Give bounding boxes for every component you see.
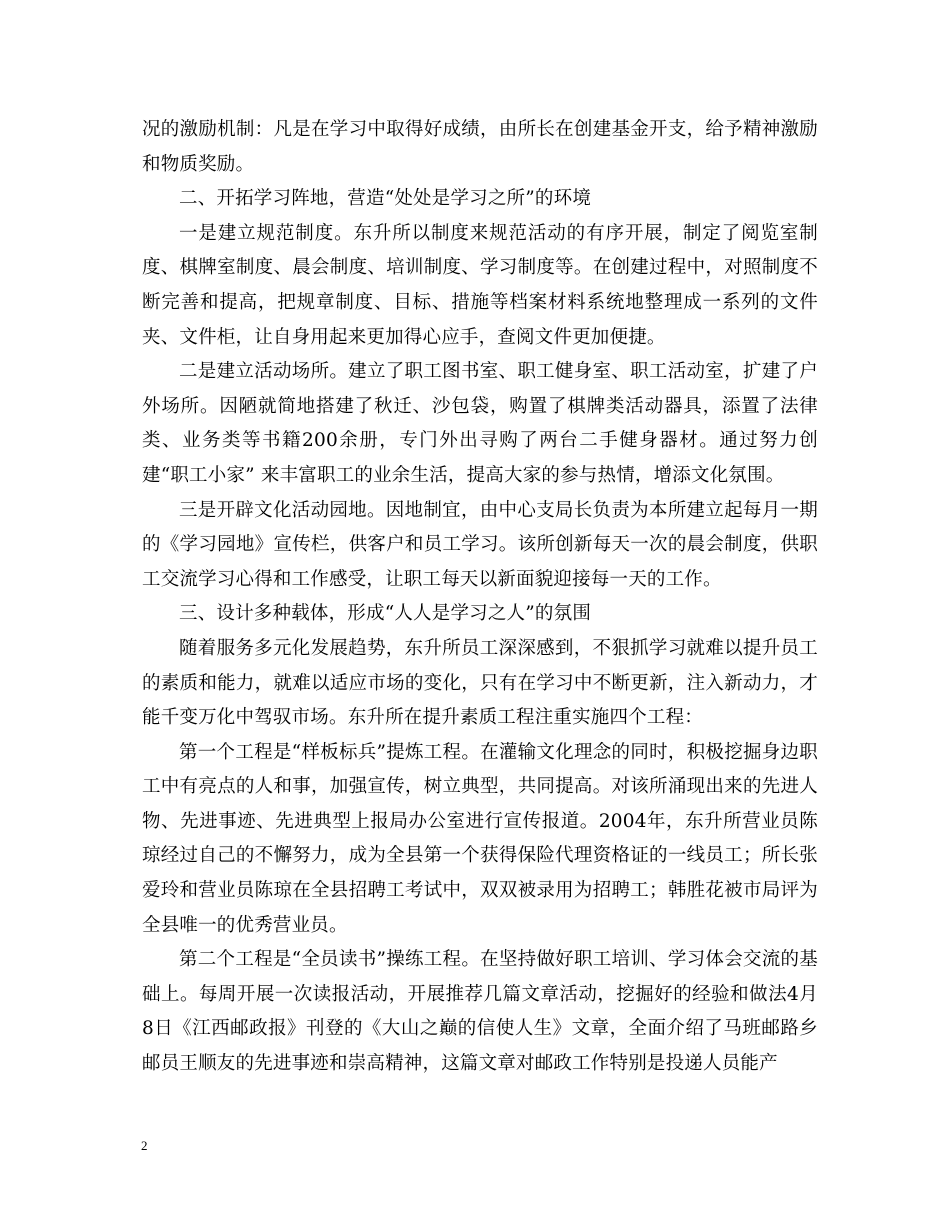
paragraph-7: 随着服务多元化发展趋势，东升所员工深深感到，不狠抓学习就难以提升员工的素质和能力，就难以适应市场的变化，只有在学习中不断更新，注入新动力，才能千变万化中驾驭市场。东升所在提升素质工程注重实施四个工程：: [142, 637, 818, 729]
paragraph-5: 三是开辟文化活动园地。因地制宜，由中心支局长负责为本所建立起每月一期的《学习园地》宣传栏，供客户和员工学习。该所创新每天一次的晨会制度，供职工交流学习心得和工作感受，让职工每天以新面貌迎接每一天的工作。: [142, 499, 818, 590]
paragraph-3: 一是建立规范制度。东升所以制度来规范活动的有序开展，制定了阅览室制度、棋牌室制度、晨会制度、培训制度、学习制度等。在创建过程中，对照制度不断完善和提高，把规章制度、目标、措施等档案材料系统地整理成一系列的文件夹、文件柜，让自身用起来更加得心应手，查阅文件更加便捷。: [142, 222, 818, 348]
page-number: 2: [141, 1138, 148, 1153]
section-heading-3: 三、设计多种载体，形成“人人是学习之人”的氛围: [179, 603, 592, 625]
paragraph-9: 第二个工程是“全员读书”操练工程。在坚持做好职工培训、学习体会交流的基础上。每周开展一次读报活动，开展推荐几篇文章活动，挖掘好的经验和做法4月8日《江西邮政报》刊登的《大山之巅的信使人生》文章，全面介绍了马班邮路乡邮员王顺友的先进事迹和崇高精神，这篇文章对邮政工作特别是投递人员能产: [142, 949, 818, 1075]
document-body: [142, 113, 818, 1082]
paragraph-1: 况的激励机制：凡是在学习中取得好成绩，由所长在创建基金开支，给予精神激励和物质奖励。: [142, 119, 818, 175]
section-heading-2: 二、开拓学习阵地，营造“处处是学习之所”的环境: [179, 188, 592, 210]
paragraph-4: 二是建立活动场所。建立了职工图书室、职工健身室、职工活动室，扩建了户外场所。因陋就简地搭建了秋迁、沙包袋，购置了棋牌类活动器具，添置了法律类、业务类等书籍200余册，专门外出寻购了两台二手健身器材。通过努力创建“职工小家” 来丰富职工的业余生活，提高大家的参与热情，增添文化氛围。: [142, 361, 818, 486]
paragraph-8: 第一个工程是“样板标兵”提炼工程。在灌输文化理念的同时，积极挖掘身边职工中有亮点的人和事，加强宣传，树立典型，共同提高。对该所涌现出来的先进人物、先进事迹、先进典型上报局办公室进行宣传报道。2004年，东升所营业员陈琼经过自己的不懈努力，成为全县第一个获得保险代理资格证的一线员工；所长张爱玲和营业员陈琼在全县招聘工考试中，双双被录用为招聘工；韩胜花被市局评为全县唯一的优秀营业员。: [142, 741, 818, 936]
